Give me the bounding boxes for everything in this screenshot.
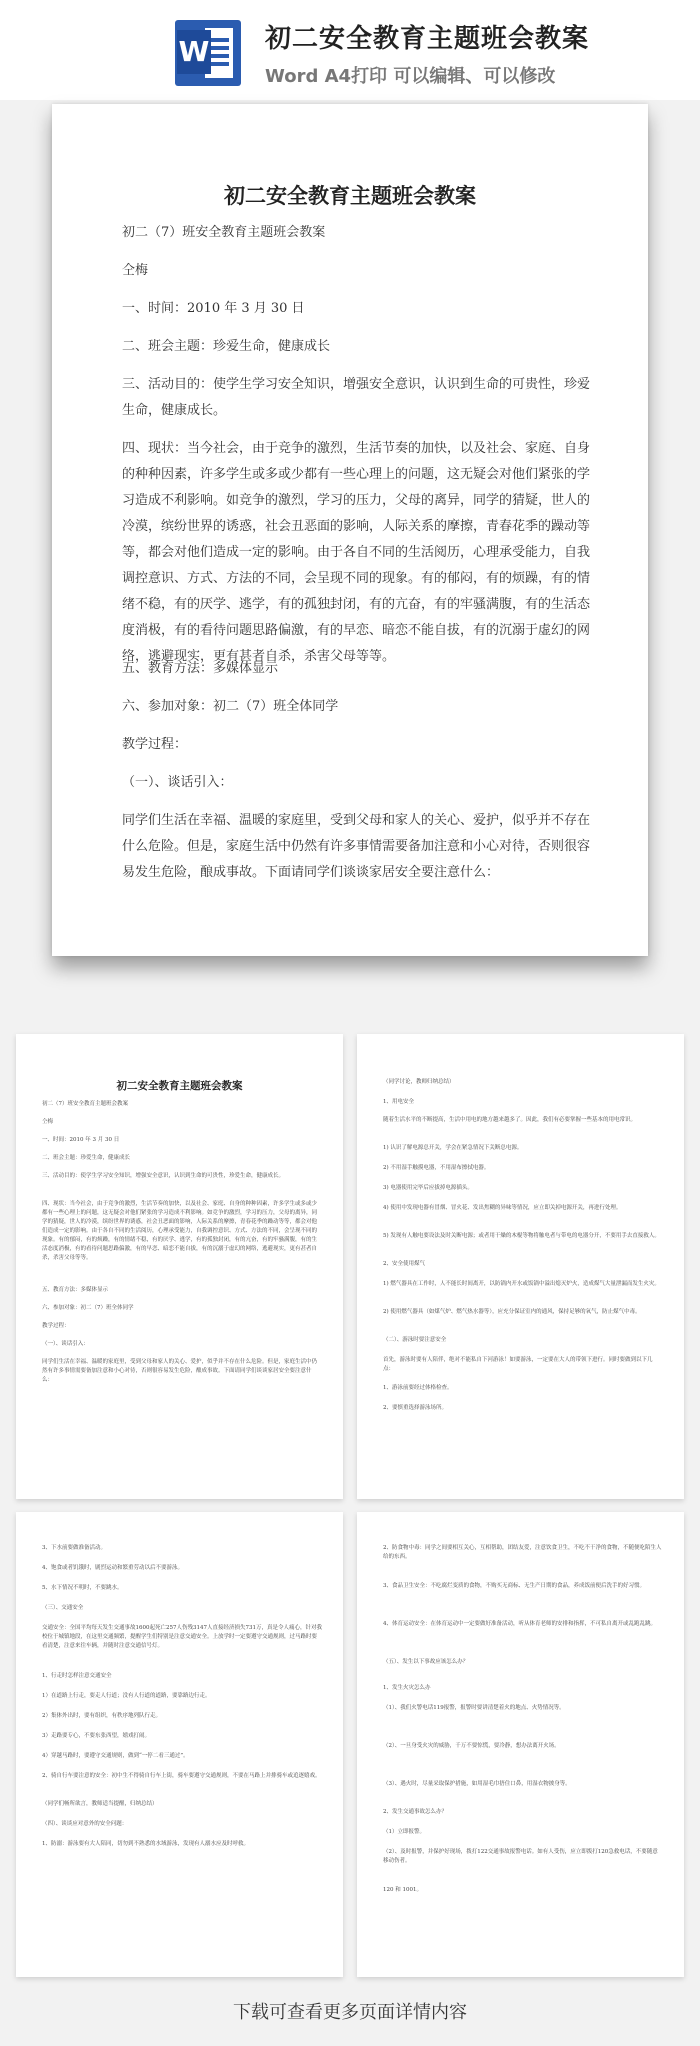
thumb-line: 3、下水前要做准备活动。 (42, 1545, 107, 1551)
thumb-line: 2) 使用燃气器具（如煤气炉、燃气热水器等），应充分保证室内的通风，保持足够的氧气，防止煤气中毒。 (383, 1309, 641, 1315)
doc-paragraph: （一）、谈话引入： (122, 775, 233, 790)
header (0, 0, 700, 100)
thumb-line: （2）、及时报警，并保护好现场，拨打122交通事故报警电话。如有人受伤，应立即拨打120急救电话，不要随意移动伤者。 (383, 1849, 658, 1864)
thumb-line: （二）、游泳时要注意安全 (383, 1337, 447, 1343)
thumb-line: 四、现状：当今社会，由于竞争的激烈，生活节奏的加快，以及社会、家庭、自身的种种因素，许多学生或多或少都有一些心理上的问题，这无疑会对他们紧张的学习造成不利影响。如竞争的激烈，学习的压力，父母的离异，同学的猜疑，世人的冷漠，缤纷世界的诱惑，社会丑恶面的影响，人际关系的摩擦，青春花季的躁动等等，都会对他们造成一定的影响。由于各自不同的生活阅历，心理承受能力，自我调控意识、方式、方法的不同，会呈现不同的现象。有的郁闷，有的烦躁，有的情绪不稳，有的厌学、逃学，有的孤独封闭，有的亢奋，有的牢骚满腹，有的生活态度消极，有的看待问题思路偏激，有的早恋、暗恋不能自拔，有的沉溺于虚幻的网络，逃避现实，更有甚者自杀，杀害父母等等。 (42, 1201, 318, 1261)
thumb-line: 2、发生交通事故怎么办？ (383, 1809, 448, 1815)
thumb-line: （3）、遇火时，尽量采取保护措施，如用湿毛巾捂住口鼻，用湿衣物披身等。 (383, 1781, 571, 1787)
thumb-line: 2、防食物中毒：同学之间要相互关心，互相帮助，团结友爱，注意饮食卫生，不吃不干净的食物，不随便吃陌生人给的东西。 (383, 1545, 662, 1560)
page-thumbnail-3[interactable] (16, 1512, 343, 1977)
thumb-line: （三）、交通安全 (42, 1605, 84, 1611)
thumb-line: 一、时间：2010 年 3 月 30 日 (42, 1137, 120, 1143)
thumb-line: 二、班会主题：珍爱生命，健康成长 (42, 1155, 131, 1161)
thumb-line: 五、教育方法：多媒体显示 (42, 1287, 109, 1293)
page-thumbnail-2[interactable] (357, 1034, 684, 1499)
thumb-line: 1、用电安全 (383, 1099, 414, 1105)
thumb-line: 1、防溺：游泳要有大人陪同，切勿到不熟悉的水域游泳，发现有人溺水应及时呼救。 (42, 1841, 250, 1847)
page-thumbnail-4[interactable] (357, 1512, 684, 1977)
thumb-line: 1）在道路上行走，要走人行道；没有人行道的道路，要靠路边行走。 (42, 1693, 211, 1699)
thumb-line: 2、骑自行车要注意的安全：初中生不得骑自行车上街，骑车要遵守交通规则，不要在马路上并排骑车或追逐嬉戏。 (42, 1773, 321, 1779)
doc-paragraph: 二、班会主题：珍爱生命，健康成长 (122, 339, 331, 354)
doc-paragraph: 教学过程： (122, 737, 188, 752)
thumb-line: 交通安全：全国平均每天发生交通事故1600起死亡257人伤残3147人直接经济损失731万，真是令人痛心，针对我校位于城镇地段，在这里交通频繁，提醒学生们特别是注意交通安全。上放学时一定要遵守交通规则，过马路时要看清楚，注意来往车辆，并随时注意交通信号灯。 (42, 1625, 322, 1649)
thumb-line: 仝梅 (42, 1119, 54, 1125)
doc-paragraph: 初二（7）班安全教育主题班会教案 (122, 225, 326, 240)
word-doc-icon (175, 20, 241, 86)
thumb-line: （五）、发生以下事故应该怎么办？ (383, 1659, 469, 1665)
thumb-line: （同学们畅所欲言，教师适当提醒，归纳总结） (42, 1801, 158, 1807)
thumb-line: （2）、一旦身受火灾的威胁，千万不要惊慌，要冷静，想办法离开火场。 (383, 1743, 560, 1749)
thumb-line: 六、参加对象：初二（7）班全体同学 (42, 1305, 134, 1311)
thumb-line: 3) 电器使用完毕后应拔掉电源插头。 (383, 1185, 473, 1191)
thumb-line: 1、游泳前要经过体格检查。 (383, 1385, 453, 1391)
thumb-title: 初二安全教育主题班会教案 (116, 1080, 243, 1092)
thumb-line: （同学讨论，教师归纳总结） (383, 1079, 455, 1085)
thumb-line: 首先，游泳时要有人陪伴，绝对不能私自下河游泳！如要游泳，一定要在大人的带领下进行。同时要做到以下几点： (383, 1357, 653, 1372)
thumb-line: 同学们生活在幸福、温暖的家庭里，受到父母和家人的关心、爱护，似乎并不存在什么危险。但是，家庭生活中仍然有许多事情需要备加注意和小心对待，否则很容易发生危险，酿成事故。下面请同学们谈谈家居安全要注意什么： (42, 1359, 318, 1383)
main-page-preview (52, 104, 648, 956)
thumb-line: 随着生活水平的不断提高，生活中用电的地方越来越多了。因此，我们有必要掌握一些基本的用电常识。 (383, 1117, 637, 1123)
thumb-line: 初二（7）班安全教育主题班会教案 (42, 1101, 129, 1107)
doc-paragraph: 一、时间：2010 年 3 月 30 日 (122, 301, 305, 316)
page-title: 初二安全教育主题班会教案 (265, 24, 590, 54)
doc-paragraph: 同学们生活在幸福、温暖的家庭里，受到父母和家人的关心、爱护，似乎并不存在什么危险。但是，家庭生活中仍然有许多事情需要备加注意和小心对待，否则很容易发生危险，酿成事故。下面请同学们谈谈家居安全要注意什么： (122, 813, 591, 880)
doc-paragraph: 三、活动目的：使学生学习安全知识，增强安全意识，认识到生命的可贵性，珍爱生命，健康成长。 (122, 377, 591, 418)
thumb-line: （四）、谈谈应对意外的安全问题： (42, 1821, 128, 1827)
doc-paragraph: 四、现状：当今社会，由于竞争的激烈，生活节奏的加快，以及社会、家庭、自身的种种因素，许多学生或多或少都有一些心理上的问题，这无疑会对他们紧张的学习造成不利影响。如竞争的激烈，学习的压力，父母的离异，同学的猜疑，世人的冷漠，缤纷世界的诱惑，社会丑恶面的影响，人际关系的摩擦，青春花季的躁动等等，都会对他们造成一定的影响。由于各自不同的生活阅历，心理承受能力，自我调控意识、方式、方法的不同，会呈现不同的现象。有的郁闷，有的烦躁，有的情绪不稳，有的厌学、逃学，有的孤独封闭，有的亢奋，有的牢骚满腹，有的生活态度消极，有的看待问题思路偏激，有的早恋、暗恋不能自拔，有的沉溺于虚幻的网络，逃避现实，更有甚者自杀，杀害父母等等。 (122, 441, 591, 664)
thumb-line: 1、行走时怎样注意交通安全 (42, 1673, 112, 1679)
thumb-line: 教学过程： (42, 1323, 70, 1329)
thumb-line: 4、体育运动安全：在体育运动中一定要做好准备活动，听从体育老师的安排和指挥，不可私自离开或乱跑乱跳。 (383, 1621, 657, 1627)
thumb-line: 2）集体外出时，要有组织，有秩序地列队行走。 (42, 1713, 162, 1719)
thumb-line: 4、饱食或者饥饿时，剧烈运动和繁重劳动以后不要游泳。 (42, 1565, 184, 1571)
thumb-line: （1）立即报警。 (383, 1829, 425, 1835)
thumb-line: 1) 认识了解电源总开关，学会在紧急情况下关断总电源。 (383, 1145, 523, 1151)
doc-paragraph: 六、参加对象：初二（7）班全体同学 (122, 699, 339, 714)
thumb-line: （1）、我们火警电话119报警，报警时要讲清楚着火的地点、火势情况等。 (383, 1705, 565, 1711)
thumb-line: 2、安全使用煤气 (383, 1261, 425, 1267)
thumb-line: 三、活动目的：使学生学习安全知识，增强安全意识，认识到生命的可贵性，珍爱生命，健康成长。 (42, 1173, 285, 1179)
page-subtitle: Word A4打印 可以编辑、可以修改 (265, 66, 556, 87)
thumb-line: 1、发生火灾怎么办 (383, 1685, 431, 1691)
thumb-line: 2) 不用湿手触摸电器，不用湿布擦拭电器。 (383, 1165, 490, 1171)
thumb-line: 120 和 1001。 (383, 1887, 422, 1893)
doc-paragraph: 仝梅 (122, 263, 149, 278)
thumb-line: 4）穿越马路时，要遵守交通规则，做到“一停二看三通过”。 (42, 1753, 189, 1759)
thumb-line: 4) 使用中发现电器有冒烟、冒火花、发出焦糊的异味等情况，应立即关掉电源开关，再进行处理。 (383, 1205, 622, 1211)
doc-paragraph: 五、教育方法：多媒体显示 (122, 661, 279, 676)
thumb-line: 3、食品卫生安全：不吃腐烂变质的食物，不购买无商标、无生产日期的食品，养成饭前便后洗手的好习惯。 (383, 1583, 646, 1589)
thumb-line: 5、水下情况不明时，不要跳水。 (42, 1585, 123, 1591)
page-thumbnail-1[interactable] (16, 1034, 343, 1499)
footer-download-hint[interactable]: 下载可查看更多页面详情内容 (233, 2002, 467, 2023)
thumb-line: （一）、谈话引入： (42, 1341, 89, 1347)
word-letter: W (177, 30, 211, 74)
thumb-line: 3）走路要专心，不要东张西望，嬉戏打闹。 (42, 1733, 151, 1739)
thumb-line: 1) 燃气器具在工作时，人不能长时间离开，以防锅内开水或饭锅中溢出熄灭炉火，造成煤气大量泄漏而发生火灾。 (383, 1281, 660, 1287)
doc-title: 初二安全教育主题班会教案 (224, 183, 476, 208)
thumb-line: 5) 发现有人触电要设法及时关断电源；或者用干燥的木棍等物将触电者与带电的电器分开，不要用手去直接救人。 (383, 1233, 660, 1239)
thumb-line: 2、要慎重选择游泳场所。 (383, 1405, 448, 1411)
